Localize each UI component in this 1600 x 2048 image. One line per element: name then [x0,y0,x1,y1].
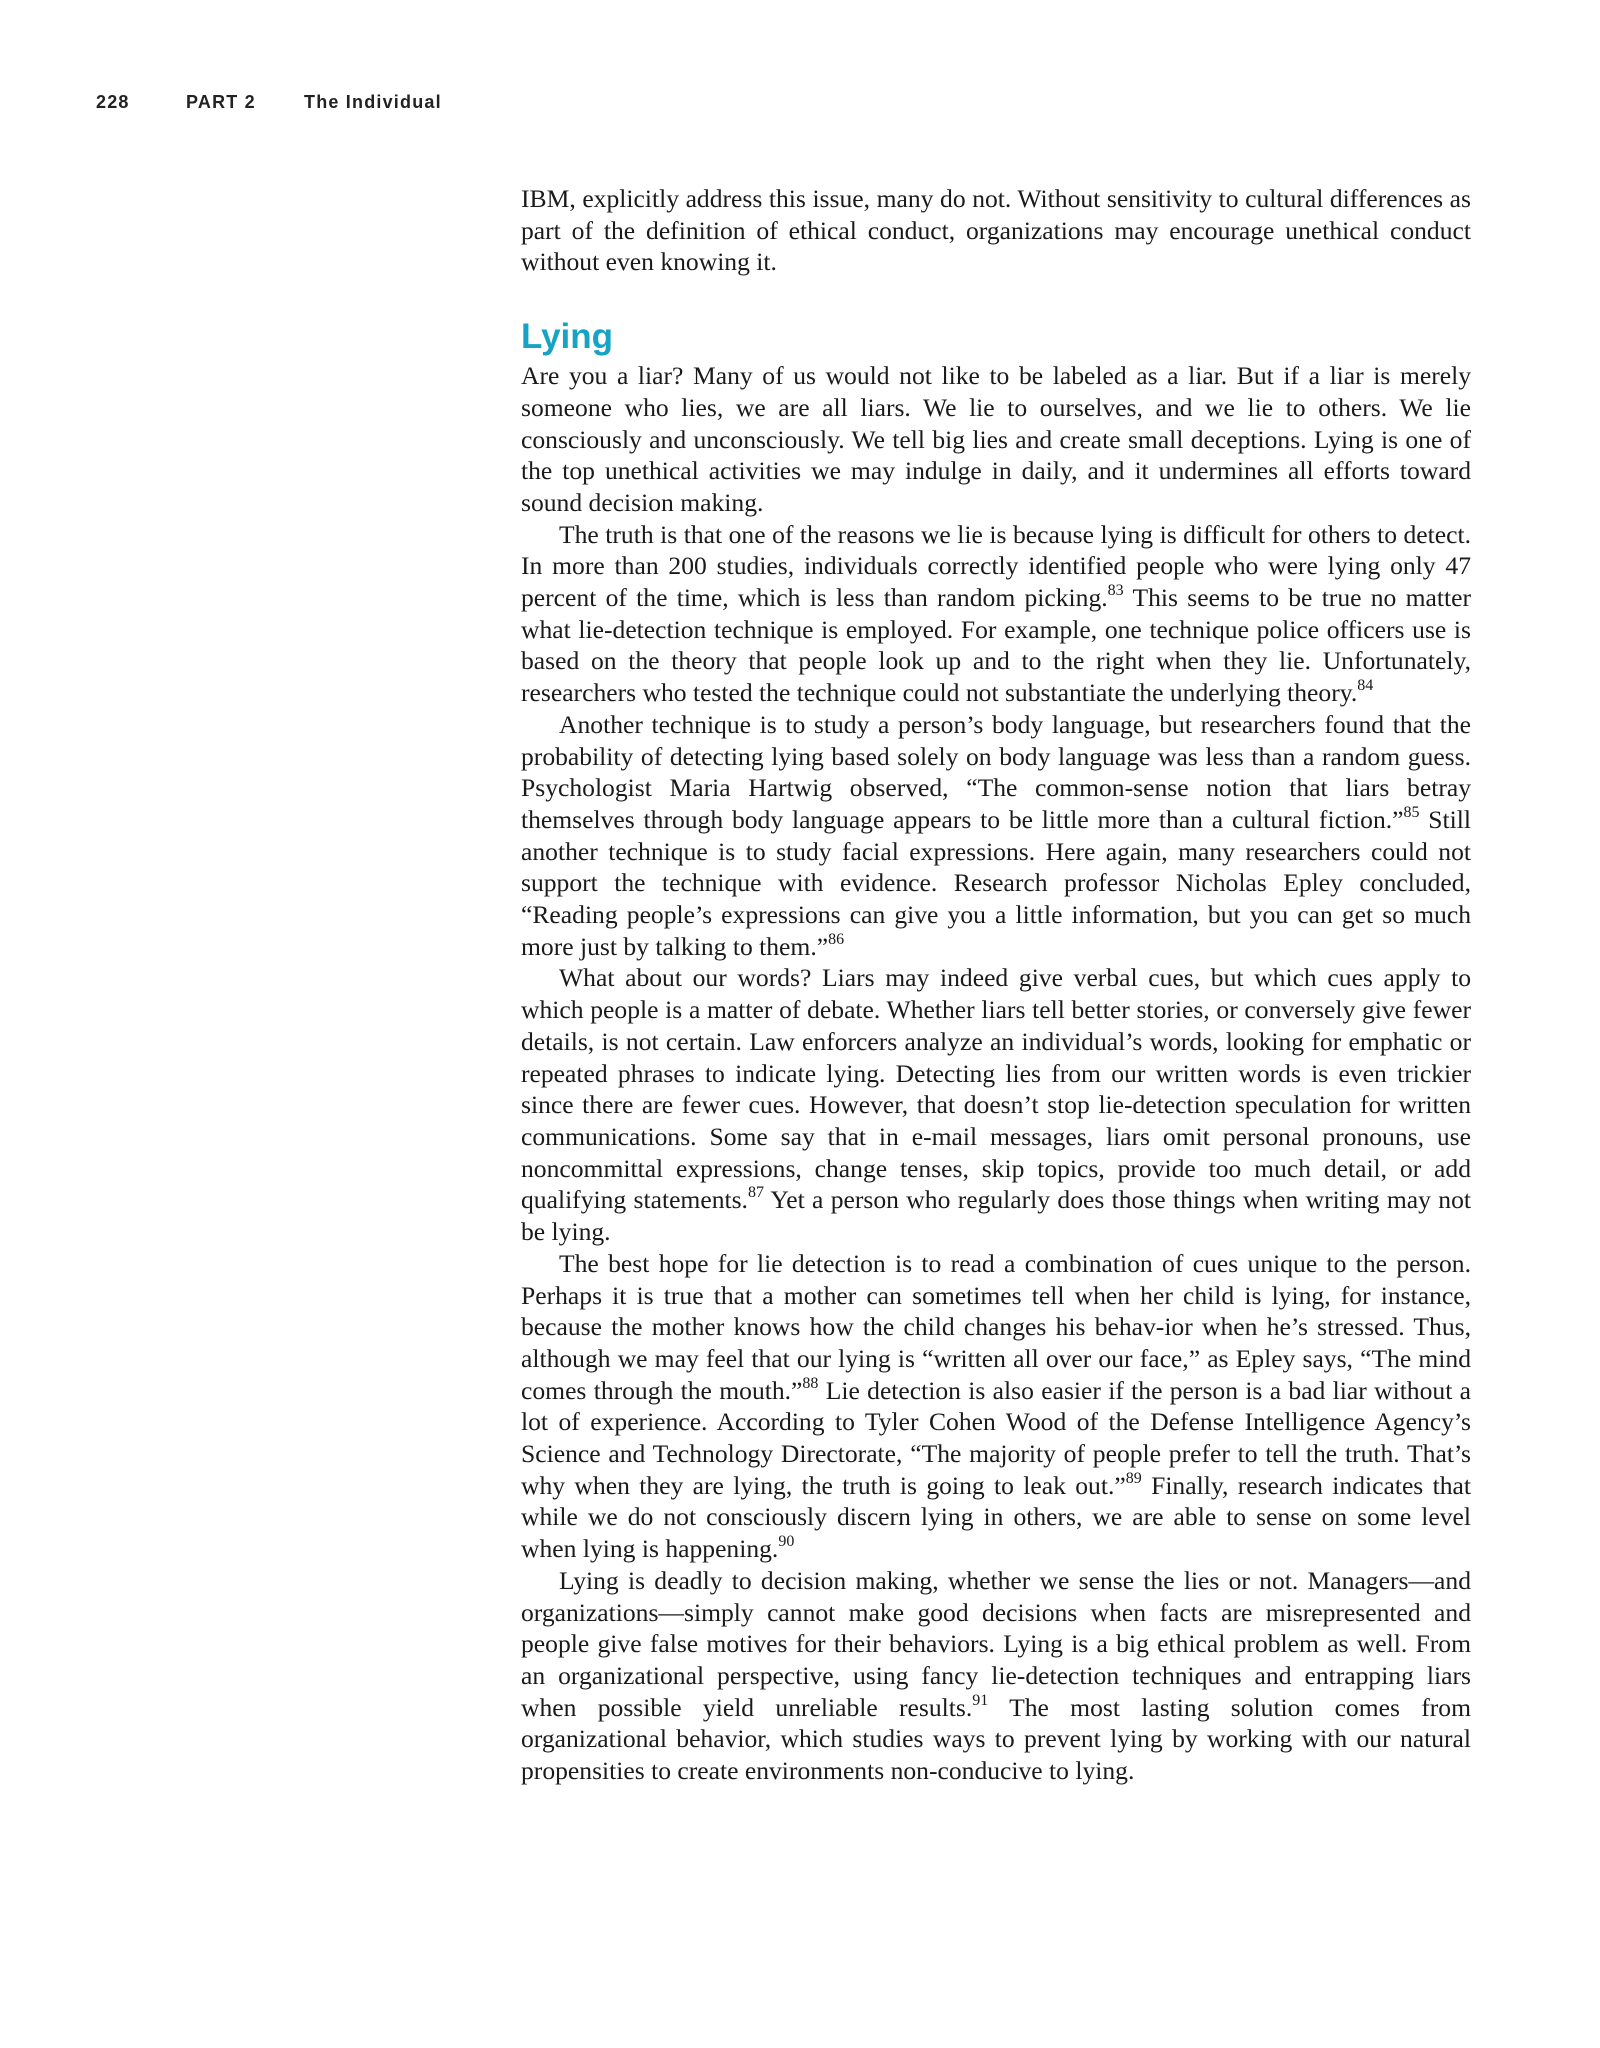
paragraph-3-text-b: Still another technique is to study facial expressions. Here again, many researchers could not support the technique with evidence. Research professor Nicholas Epley concluded, “Reading people’s expressions can give you a little information, but you can get so much more just by talking to them.” [521,804,1471,961]
paragraph-3-text-a: Another technique is to study a person’s body language, but researchers found that the probability of detecting lying based solely on body language was less than a random guess. Psychologist Maria Hartwig observed, “The common-sense notion that liars betray themselves through body language appears to be little more than a cultural fiction.” [521,709,1471,834]
part-title: The Individual [304,92,442,112]
paragraph-2 [521,519,1471,709]
paragraph-5-text-c: Finally, research indicates that while we do not consciously discern lying in others, we are able to sense on some level when lying is happening. [521,1470,1472,1564]
paragraph-5-text-a: The best hope for lie detection is to read a combination of cues unique to the person. Perhaps it is true that a mother can sometimes tell when her child is lying, for instance, because the mother knows how the child changes his behav-ior when he’s stressed. Thus, although we may feel that our lying is “written all over our face,” as Epley says, “The mind comes through the mouth.” [521,1248,1471,1405]
paragraph-3 [521,709,1471,963]
footnote-ref-85: 85 [1403,803,1420,821]
footnote-ref-88: 88 [802,1374,819,1392]
page-number: 228 [96,92,130,112]
footnote-ref-86: 86 [828,930,845,948]
footnote-ref-83: 83 [1107,582,1124,600]
footnote-ref-84: 84 [1357,677,1374,695]
footnote-ref-91: 91 [972,1691,989,1709]
paragraph-6-text-a: Lying is deadly to decision making, whether we sense the lies or not. Managers—and organizations—simply cannot make good decisions when facts are misrepresented and people give false motives for their behaviors. Lying is a big ethical problem as well. From an organizational perspective, using fancy lie-detection techniques and entrapping liars when possible yield unreliable results. [521,1565,1471,1722]
paragraph-5-text-b: Lie detection is also easier if the person is a bad liar without a lot of experience. According to Tyler Cohen Wood of the Defense Intelligence Agency’s Science and Technology Directorate, “The majority of people prefer to tell the truth. That’s why when they are lying, the truth is going to leak out.” [521,1375,1471,1500]
part-label: PART 2 [186,92,256,112]
footnote-ref-87: 87 [747,1184,764,1202]
paragraph-1: Are you a liar? Many of us would not like to be labeled as a liar. But if a liar is merely someone who lies, we are all liars. We lie to ourselves, and we lie to others. We lie consciously and unconsciously. We tell big lies and create small deceptions. Lying is one of the top unethical activities we may indulge in daily, and it undermines all efforts toward sound decision making. [521,361,1471,517]
footnote-ref-90: 90 [778,1533,795,1551]
intro-paragraph: IBM, explicitly address this issue, many do not. Without sensitivity to cultural differences as part of the definition of ethical conduct, organizations may encourage unethical conduct without even knowing it. [521,184,1471,277]
paragraph-2-text-a: The truth is that one of the reasons we lie is because lying is difficult for others to detect. In more than 200 studies, individuals correctly identified people who were lying only 47 percent of the time, which is less than random picking. [521,519,1471,613]
paragraph-6-text-b: The most lasting solution comes from organizational behavior, which studies ways to prevent lying by working with our natural propensities to create environments non-conducive to lying. [521,1692,1471,1786]
paragraph-4 [521,962,1471,1247]
paragraph-2-text-b: This seems to be true no matter what lie-detection technique is employed. For example, one technique police officers use is based on the theory that people look up and to the right when they lie. Unfortunately, researchers who tested the technique could not substantiate the underlying theory. [521,583,1471,708]
section-heading: Lying [521,317,614,357]
paragraph-4-text-b: Yet a person who regularly does those things when writing may not be lying. [521,1185,1471,1247]
body-column [521,183,1471,1787]
running-head [96,92,442,113]
paragraph-6 [521,1565,1471,1787]
paragraph-4-text-a: What about our words? Liars may indeed give verbal cues, but which cues apply to which people is a matter of debate. Whether liars tell better stories, or conversely give fewer details, is not certain. Law enforcers analyze an individual’s words, looking for emphatic or repeated phrases to indicate lying. Detecting lies from our written words is even trickier since there are fewer cues. However, that doesn’t stop lie-detection speculation for written communications. Some say that in e-mail messages, liars omit personal pronouns, use noncommittal expressions, change tenses, skip topics, provide too much detail, or add qualifying statements. [521,963,1471,1215]
footnote-ref-89: 89 [1125,1469,1142,1487]
paragraph-5 [521,1248,1471,1565]
